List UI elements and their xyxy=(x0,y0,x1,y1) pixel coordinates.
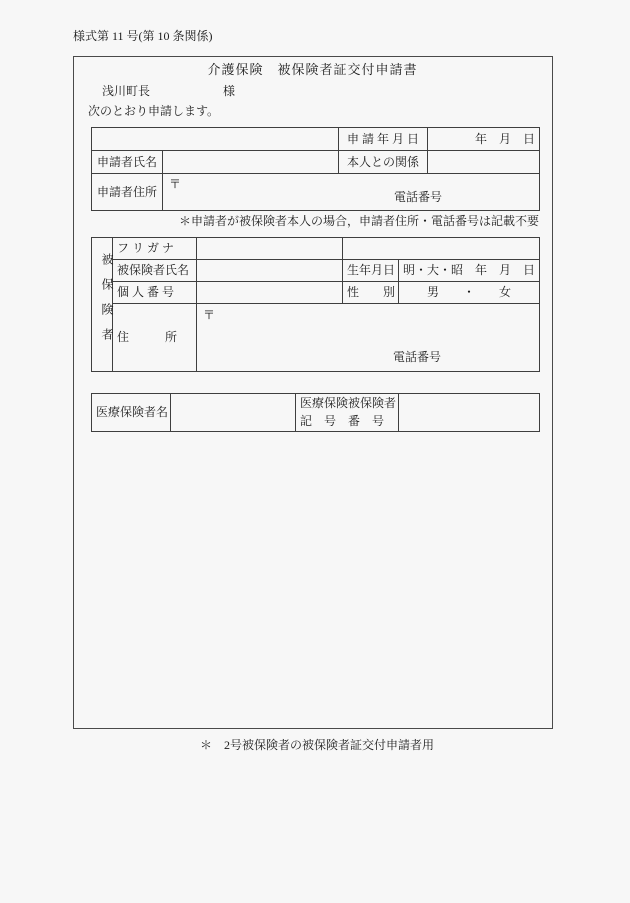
form-title: 介護保険 被保険者証交付申請書 xyxy=(207,62,418,77)
applicant-address-field xyxy=(163,174,540,211)
applicant-address-label: 申請者住所 xyxy=(92,174,163,211)
sex-label: 性 別 xyxy=(343,282,399,304)
footer-note: ＊ 2号被保険者の被保険者証交付申請者用 xyxy=(200,738,435,752)
relation-label: 本人との関係 xyxy=(339,151,428,174)
insured-section-label xyxy=(92,238,113,372)
applicant-table xyxy=(91,127,540,211)
insured-table-blank-area xyxy=(343,238,540,260)
birthdate-label: 生年月日 xyxy=(343,260,399,282)
insured-phone-label: 電話番号 xyxy=(393,350,442,364)
medical-insurer-field xyxy=(171,394,296,432)
applicant-name-label: 申請者氏名 xyxy=(92,151,163,174)
medical-insurer-label: 医療保険者名 xyxy=(92,394,171,432)
applicant-postal-mark: 〒 xyxy=(169,177,182,191)
medical-number-label-line2: 記 号 番 号 xyxy=(300,413,385,428)
medical-insurance-table xyxy=(91,393,540,432)
addressee-honorific: 様 xyxy=(223,84,236,98)
sex-value: 男 ・ 女 xyxy=(399,282,540,304)
furigana-label: フ リ ガ ナ xyxy=(113,238,197,260)
furigana-field xyxy=(197,238,343,260)
insured-address-label: 住 所 xyxy=(113,304,197,372)
personal-number-field xyxy=(197,282,343,304)
insured-postal-mark: 〒 xyxy=(203,308,216,322)
insured-name-label: 被保険者氏名 xyxy=(113,260,197,282)
application-date-value: 年 月 日 xyxy=(428,128,540,151)
insured-address-field xyxy=(197,304,540,372)
form-code-label: 様式第 11 号(第 10 条関係) xyxy=(73,29,213,43)
applicant-name-field xyxy=(163,151,339,174)
applicant-phone-label: 電話番号 xyxy=(394,190,443,204)
medical-number-field xyxy=(399,394,540,432)
application-date-label: 申 請 年 月 日 xyxy=(339,128,428,151)
birthdate-value: 明・大・昭 年 月 日 xyxy=(399,260,540,282)
applicant-note: ＊申請者が被保険者本人の場合，申請者住所・電話番号は記載不要 xyxy=(178,214,539,228)
medical-number-label xyxy=(296,394,399,432)
personal-number-label: 個 人 番 号 xyxy=(113,282,197,304)
medical-number-label-line1: 医療保険被保険者 xyxy=(300,396,397,411)
addressee-name: 浅川町長 xyxy=(102,84,151,98)
relation-field xyxy=(428,151,540,174)
insured-table xyxy=(91,237,540,372)
applicant-table-blank-area xyxy=(92,128,339,151)
insured-section-label-text: 被保険者 xyxy=(100,252,114,353)
intro-text: 次のとおり申請します。 xyxy=(88,104,220,118)
insured-name-field xyxy=(197,260,343,282)
